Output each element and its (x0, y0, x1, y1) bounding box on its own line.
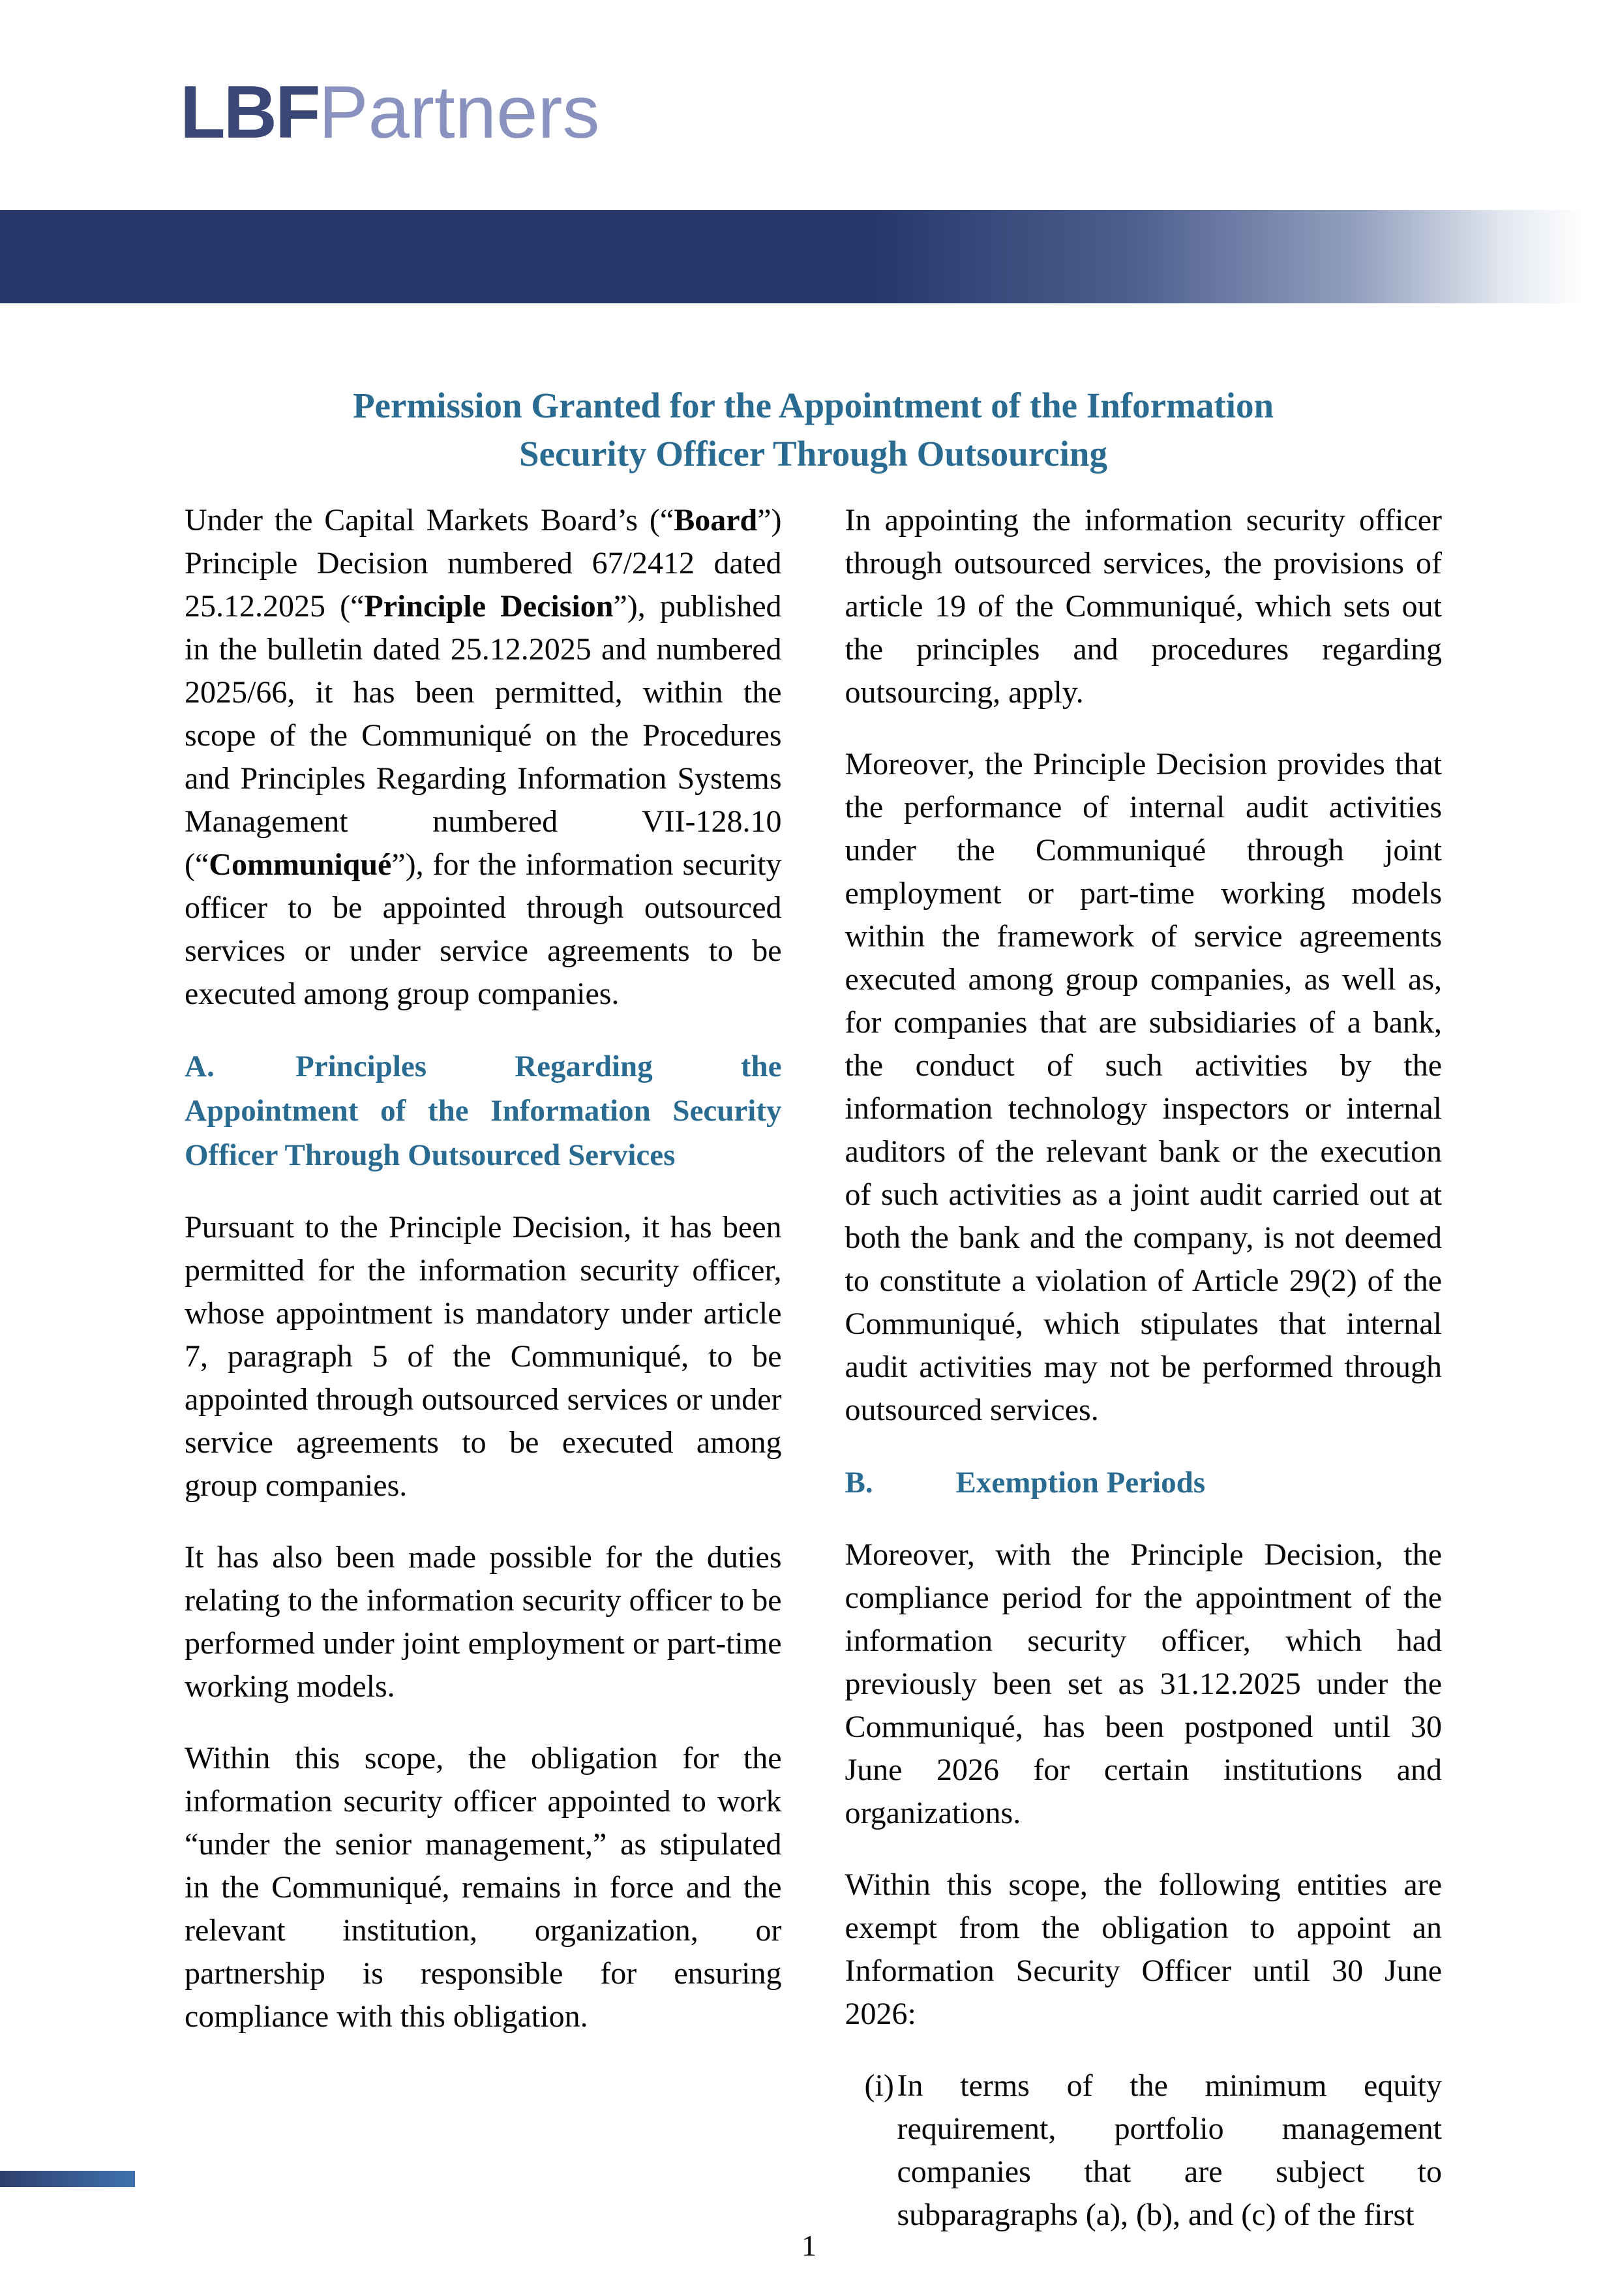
page-number: 1 (802, 2229, 816, 2262)
logo-primary-text: LBF (180, 71, 319, 154)
paragraph: It has also been made possible for the duties relating to the information security officer to be performed under joint employment or part-time working models. (185, 1540, 782, 1704)
footer-accent-bar (0, 2171, 135, 2187)
section-heading-b-number: B. (845, 1466, 873, 1500)
page-title-line-1: Permission Granted for the Appointment of the Information (352, 385, 1274, 425)
logo-secondary-text: Partners (318, 71, 600, 154)
lbf-partners-logo (180, 71, 600, 154)
section-heading-a-number: A. (185, 1050, 215, 1083)
section-heading-a (185, 1044, 782, 1177)
page-title (185, 382, 1442, 478)
section-heading-b-title: Exemption Periods (955, 1466, 1206, 1500)
section-heading-b (845, 1460, 1443, 1505)
list-item (845, 2064, 1443, 2237)
paragraph: Under the Capital Markets Board’s (“Board”) Principle Decision numbered 67/2412 dated 25.12.2025 (“Principle Decision”), published in the bulletin dated 25.12.2025 and numbered 2025/66, it has been permitted, within the scope of the Communiqué on the Procedures and Principles Regarding Information Systems Management numbered VII-128.10 (“Communiqué”), for the information security officer to be appointed through outsourced services or under service agreements to be executed among group companies. (185, 503, 782, 1011)
header-gradient-band (0, 210, 1618, 303)
paragraph: Moreover, with the Principle Decision, the compliance period for the appointment of the information security officer, which had previously been set as 31.12.2025 under the Communiqué, has been postponed until 30 June 2026 for certain institutions and organizations. (845, 1537, 1442, 1830)
list-item-marker: (i) (864, 2068, 894, 2103)
list-item-text: In terms of the minimum equity requirement, portfolio management companies that are subject to subparagraphs (a), (b), and (c) of the first (897, 2068, 1442, 2232)
paragraph: Moreover, the Principle Decision provides that the performance of internal audit activities under the Communiqué through joint employment or part-time working models within the framework of service agreements executed among group companies, as well as, for companies that are subsidiaries of a bank, the conduct of such activities by the information technology inspectors or internal auditors of the relevant bank or the execution of such activities as a joint audit carried out at both the bank and the company, is not deemed to constitute a violation of Article 29(2) of the Communiqué, which stipulates that internal audit activities may not be performed through outsourced services. (845, 747, 1442, 1427)
article-body (185, 499, 1442, 2265)
right-column (845, 499, 1443, 2265)
section-heading-a-title: Principles Regarding the Appointment of the Information Security Officer Through Outsourced Services (185, 1050, 782, 1172)
paragraph: In appointing the information security officer through outsourced services, the provisions of article 19 of the Communiqué, which sets out the principles and procedures regarding outsourcing, apply. (845, 503, 1442, 710)
page-title-line-2: Security Officer Through Outsourcing (519, 434, 1107, 474)
paragraph: Pursuant to the Principle Decision, it has been permitted for the information security officer, whose appointment is mandatory under article 7, paragraph 5 of the Communiqué, to be appointed through outsourced services or under service agreements to be executed among group companies. (185, 1210, 782, 1503)
paragraph: Within this scope, the obligation for the information security officer appointed to work “under the senior management,” as stipulated in the Communiqué, remains in force and the relevant institution, organization, or partnership is responsible for ensuring compliance with this obligation. (185, 1741, 782, 2034)
left-column (185, 499, 782, 2265)
paragraph: Within this scope, the following entities are exempt from the obligation to appoint an Information Security Officer until 30 June 2026: (845, 1867, 1442, 2031)
